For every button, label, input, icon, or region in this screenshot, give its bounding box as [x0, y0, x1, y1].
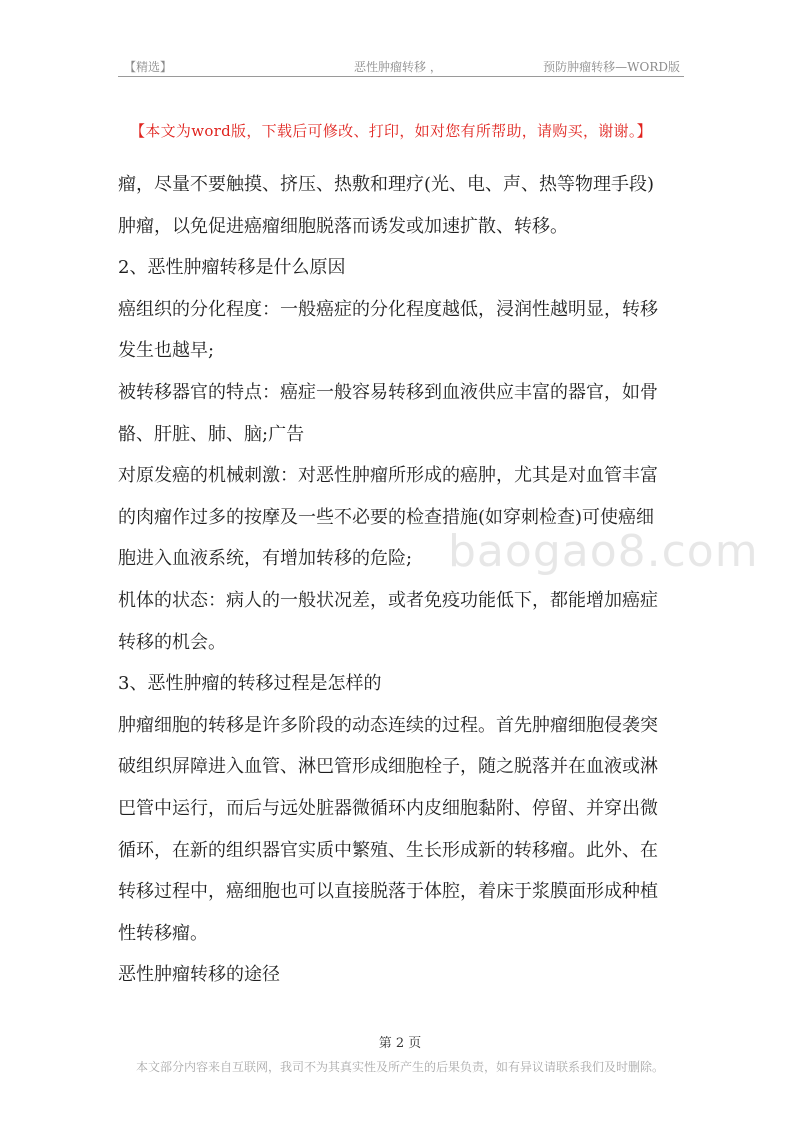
section-heading: 2、恶性肿瘤转移是什么原因	[118, 257, 346, 279]
body-line: 循环，在新的组织器官实质中繁殖、生长形成新的转移瘤。此外、在	[118, 839, 658, 861]
body-line: 机体的状态：病人的一般状况差，或者免疫功能低下，都能增加癌症	[118, 589, 658, 611]
header-document-title: 恶性肿瘤转移 ，	[354, 60, 442, 74]
body-line: 肿瘤细胞的转移是许多阶段的动态连续的过程。首先肿瘤细胞侵袭突	[118, 714, 658, 736]
purchase-notice: 【本文为word版，下载后可修改、打印，如对您有所帮助，请购买，谢谢。】	[130, 122, 652, 140]
body-line: 破组织屏障进入血管、淋巴管形成细胞栓子，随之脱落并在血液或淋	[118, 756, 658, 778]
body-line: 骼、肝脏、肺、脑;广告	[118, 423, 305, 445]
footer-disclaimer: 本文部分内容来自互联网，我司不为其真实性及所产生的后果负责，如有异议请联系我们及时删除。	[135, 1060, 664, 1074]
body-line: 的肉瘤作过多的按摩及一些不必要的检查措施(如穿刺检查)可使癌细	[118, 506, 655, 528]
header-left-tag: 【精选】	[124, 60, 173, 74]
body-line: 性转移瘤。	[118, 922, 208, 944]
body-line: 巴管中运行，而后与远处脏器微循环内皮细胞黏附、停留、并穿出微	[118, 797, 658, 819]
header-right-title: 预防肿瘤转移—WORD版	[543, 60, 680, 74]
document-body	[118, 164, 688, 996]
body-line: 肿瘤，以免促进癌瘤细胞脱落而诱发或加速扩散、转移。	[118, 215, 568, 237]
body-line: 发生也越早;	[118, 340, 215, 362]
body-line: 瘤，尽量不要触摸、挤压、热敷和理疗(光、电、声、热等物理手段)	[118, 174, 655, 195]
site-watermark: baogao8.com	[448, 526, 759, 577]
page-number: 第 2 页	[378, 1036, 422, 1051]
body-line: 对原发癌的机械刺激：对恶性肿瘤所形成的癌肿，尤其是对血管丰富	[118, 465, 658, 487]
page-header	[118, 54, 684, 77]
body-line: 癌组织的分化程度：一般癌症的分化程度越低，浸润性越明显，转移	[118, 298, 658, 320]
body-line: 转移过程中，癌细胞也可以直接脱落于体腔，着床于浆膜面形成种植	[118, 881, 658, 903]
body-line: 转移的机会。	[118, 631, 226, 653]
section-heading: 恶性肿瘤转移的途径	[118, 964, 280, 986]
body-line: 被转移器官的特点：癌症一般容易转移到血液供应丰富的器官，如骨	[118, 381, 658, 403]
body-line: 胞进入血液系统，有增加转移的危险;	[118, 548, 413, 570]
section-heading: 3、恶性肿瘤的转移过程是怎样的	[118, 673, 382, 695]
